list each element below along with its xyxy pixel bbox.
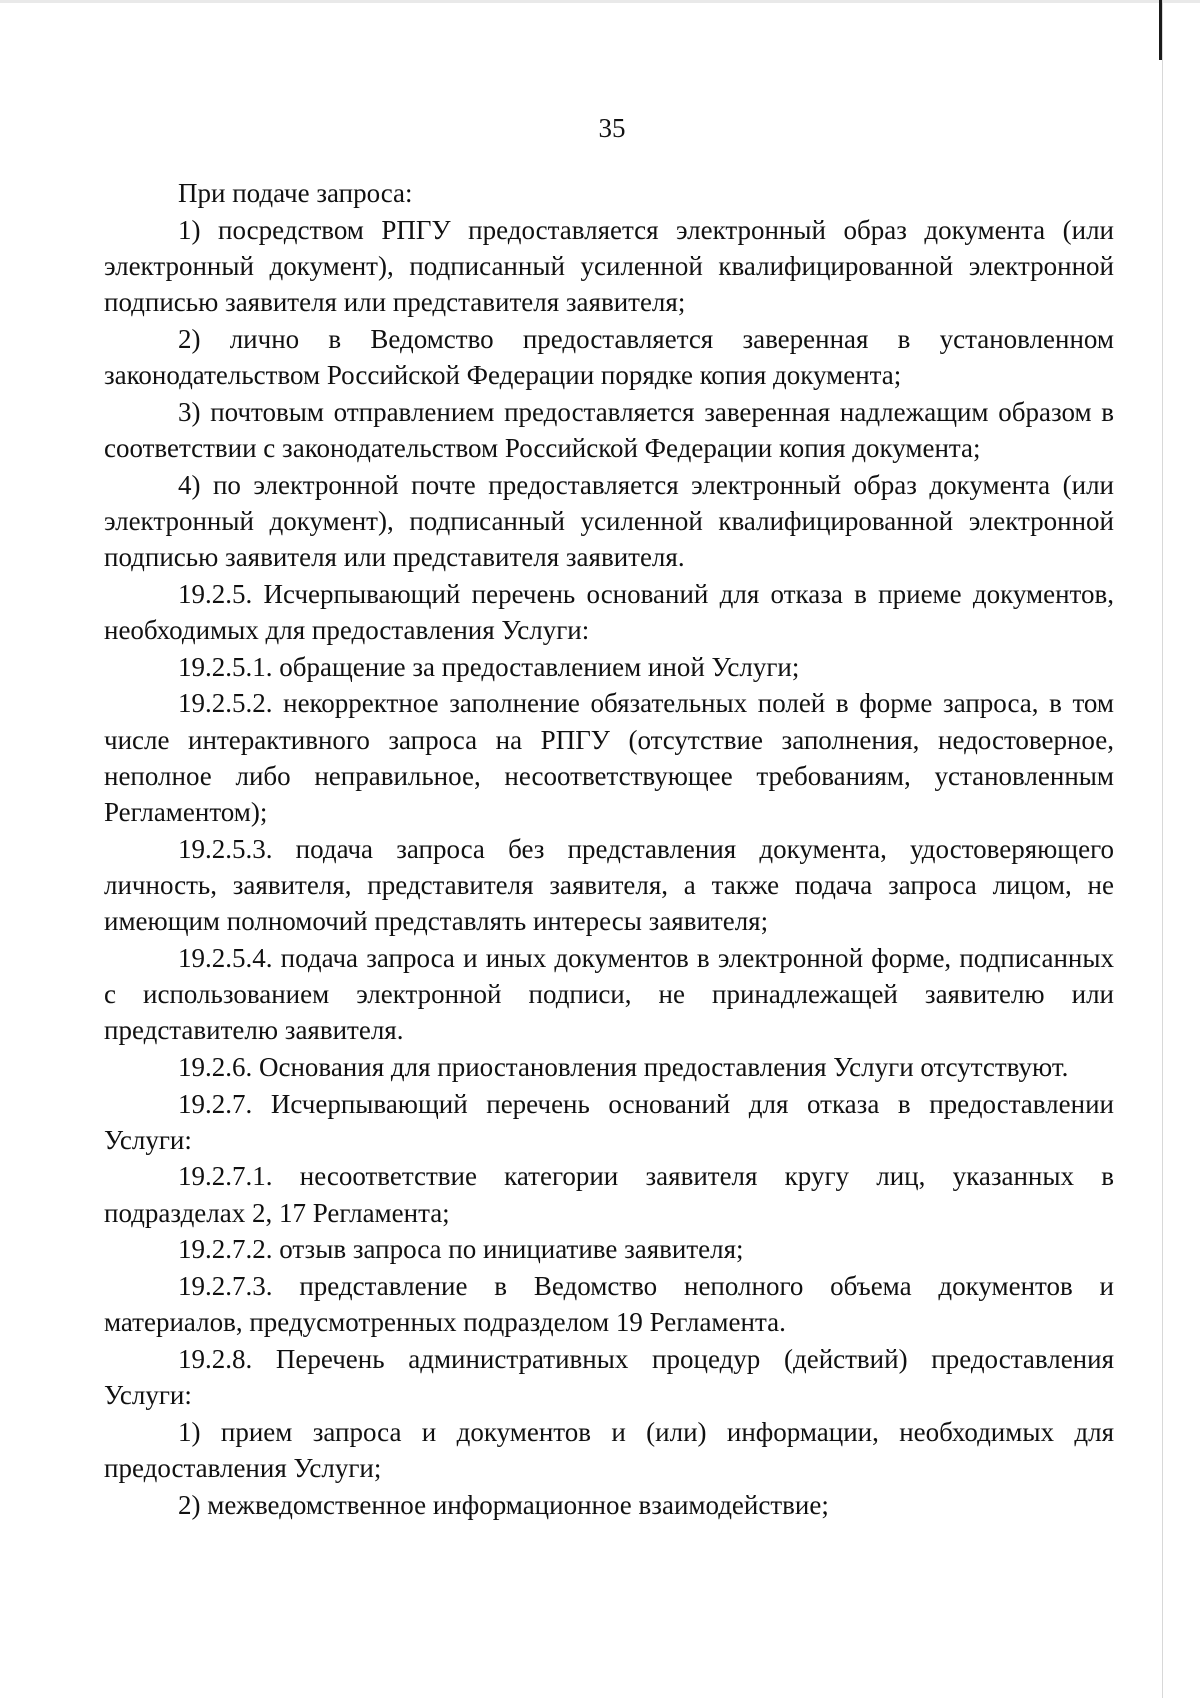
paragraph-19-2-5: 19.2.5. Исчерпывающий перечень оснований для отказа в приеме документов, необходимых для предоставления Услуги: [104,578,1114,645]
paragraph-item-4: 4) по электронной почте предоставляется электронный образ документа (или электронный документ), подписанный усиленной квалифицированной электронной подписью заявителя или представителя заявителя. [104,469,1114,573]
paragraph-procedure-1: 1) прием запроса и документов и (или) информации, необходимых для предоставления Услуги; [104,1416,1114,1484]
page-number: 35 [598,113,626,143]
paragraph-19-2-7-2: 19.2.7.2. отзыв запроса по инициативе заявителя; [178,1234,744,1265]
scan-top-edge [0,0,1200,3]
scan-right-edge-line [1162,0,1163,1698]
paragraph-19-2-7-3: 19.2.7.3. представление в Ведомство неполного объема документов и материалов, предусмотренных подразделом 19 Регламента. [104,1271,1114,1338]
paragraph-intro: При подаче запроса: [178,178,413,208]
paragraph-19-2-5-4: 19.2.5.4. подача запроса и иных документов в электронной форме, подписанных с использованием электронной подписи, не принадлежащей заявителю или представителю заявителя. [104,942,1114,1046]
paragraph-19-2-5-2: 19.2.5.2. некорректное заполнение обязательных полей в форме запроса, в том числе интерактивного запроса на РПГУ (отсутствие заполнения, недостоверное, неполное либо неправильное, несоответствующее требованиям, установленным Регламентом); [104,688,1114,827]
paragraph-19-2-7-1: 19.2.7.1. несоответствие категории заявителя кругу лиц, указанных в подразделах 2, 17 Регламента; [104,1161,1114,1228]
paragraph-19-2-8: 19.2.8. Перечень административных процедур (действий) предоставления Услуги: [104,1344,1114,1411]
paragraph-item-2: 2) лично в Ведомство предоставляется заверенная в установленном законодательством Российской Федерации порядке копия документа; [104,323,1114,391]
paragraph-procedure-2: 2) межведомственное информационное взаимодействие; [178,1489,829,1520]
document-body [104,175,1114,1524]
paragraph-19-2-6: 19.2.6. Основания для приостановления предоставления Услуги отсутствуют. [178,1051,1069,1082]
paragraph-item-1: 1) посредством РПГУ предоставляется электронный образ документа (или электронный документ), подписанный усиленной квалифицированной электронной подписью заявителя или представителя заявителя; [104,214,1114,318]
paragraph-19-2-7: 19.2.7. Исчерпывающий перечень оснований для отказа в предоставлении Услуги: [104,1088,1114,1155]
paragraph-item-3: 3) почтовым отправлением предоставляется заверенная надлежащим образом в соответствии с законодательством Российской Федерации копия документа; [104,396,1114,463]
paragraph-19-2-5-1: 19.2.5.1. обращение за предоставлением иной Услуги; [178,651,800,682]
paragraph-19-2-5-3: 19.2.5.3. подача запроса без представления документа, удостоверяющего личность, заявителя, представителя заявителя, а также подача запроса лицом, не имеющим полномочий представлять интересы заявителя; [104,833,1114,937]
